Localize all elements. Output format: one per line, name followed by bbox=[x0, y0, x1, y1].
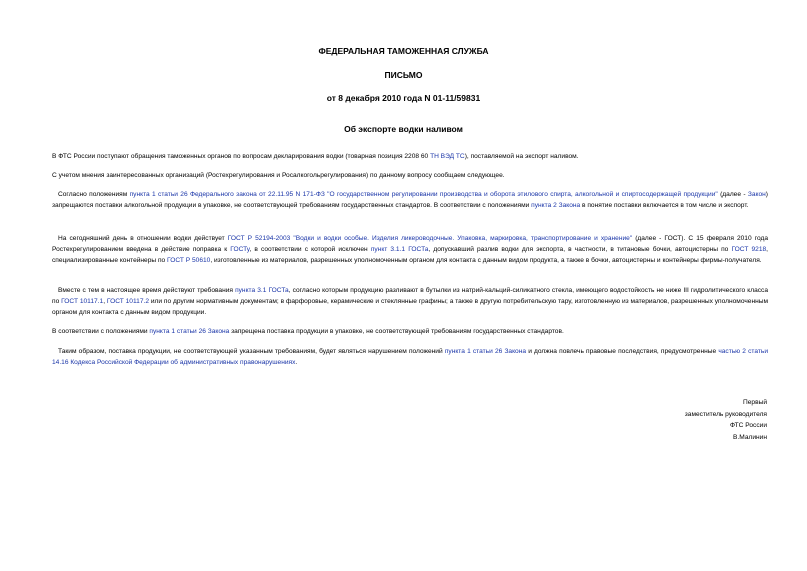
link-gost-3-1[interactable]: пункта 3.1 ГОСТа bbox=[235, 287, 289, 294]
link-gost-10117-1[interactable]: ГОСТ 10117.1 bbox=[61, 298, 104, 305]
signature-line-3: ФТС России bbox=[730, 422, 767, 429]
link-law-art26-b[interactable]: пункта 1 статьи 26 Закона bbox=[444, 348, 527, 355]
link-gost-3-1-1[interactable]: пункт 3.1.1 ГОСТа bbox=[370, 246, 429, 253]
doc-type: ПИСЬМО bbox=[384, 70, 423, 80]
paragraph-5: Вместе с тем в настоящее время действуют требования пункта 3.1 ГОСТа, согласно которым продукцию разливают в бутылки из натрий-кальций-силикатного стекла, имеющего водостойкость не ниже III гидролитического класса по ГОСТ 10117.1, ГОСТ 10117.2 или по другим нормативным документам; в фарфоровые, керамические и стеклянные графины; а также в другую потребительскую тару, изготовленную из материалов, разрешенных уполномоченным органом для контакта с данным видом продукции. bbox=[52, 287, 769, 316]
link-gost[interactable]: ГОСТу bbox=[230, 246, 250, 253]
link-gost-10117-2[interactable]: ГОСТ 10117.2 bbox=[106, 298, 149, 305]
signature-line-1: Первый bbox=[743, 399, 767, 406]
paragraph-4: На сегодняшний день в отношении водки действует ГОСТ Р 52194-2003 "Водки и водки особые. Изделия ликероводочные. Упаковка, маркировка, транспортирование и хранение" (далее - ГОСТ). С 15 февраля 2010 года Ростехрегулированием введена в действие поправка к ГОСТу, в соответствии с которой исключен пункт 3.1.1 ГОСТа, допускавший разлив водки для экспорта, в частности, в титановые бочки, автоцистерны по ГОСТ 9218, специализированные контейнеры по ГОСТ Р 50610, изготовленные из материалов, разрешенных уполномоченным органом для контакта с данным видом продукта, а также в бочки, автоцистерны и контейнеры фирмы-получателя. bbox=[52, 235, 768, 264]
link-gost-9218[interactable]: ГОСТ 9218 bbox=[731, 246, 767, 253]
doc-subject: Об экспорте водки наливом bbox=[344, 124, 463, 134]
signature-block bbox=[567, 397, 767, 443]
link-gost-52194[interactable]: ГОСТ Р 52194-2003 "Водки и водки особые. Изделия ликероводочные. Упаковка, маркировка, транспортирование и хранение" bbox=[227, 235, 633, 242]
link-law[interactable]: Закон bbox=[747, 191, 766, 198]
link-law-art26[interactable]: пункта 1 статьи 26 Закона bbox=[149, 328, 230, 335]
paragraph-3: Согласно положениям пункта 1 статьи 26 Федерального закона от 22.11.95 N 171-ФЗ "О государственном регулировании производства и оборота этилового спирта, алкогольной и спиртосодержащей продукции" (далее - Закон) запрещаются поставки алкогольной продукции в упаковке, не соответствующей требованиям государственных стандартов. В соответствии с положениями пункта 2 Закона в понятие поставки включается в том числе и экспорт. bbox=[52, 191, 768, 209]
paragraph-1: В ФТС России поступают обращения таможенных органов по вопросам декларирования водки (товарная позиция 2208 60 ТН ВЭД ТС), поставляемой на экспорт наливом. bbox=[52, 153, 579, 160]
signature-name: В.Малинин bbox=[733, 433, 767, 441]
paragraph-2: С учетом мнения заинтересованных организаций (Ростехрегулирования и Росалкогольрегулирования) по данному вопросу сообщаем следующее. bbox=[52, 172, 505, 179]
paragraph-6: В соответствии с положениями пункта 1 статьи 26 Закона запрещена поставка продукции в упаковке, не соответствующей требованиям государственных стандартов. bbox=[52, 328, 564, 335]
link-law-point2[interactable]: пункта 2 Закона bbox=[531, 202, 581, 209]
link-koap-14-16[interactable]: частью 2 статьи 14.16 Кодекса Российской Федерации об административных правонарушениях bbox=[52, 348, 768, 366]
link-gost-50610[interactable]: ГОСТ Р 50610 bbox=[167, 257, 211, 264]
paragraph-7: Таким образом, поставка продукции, не соответствующей указанным требованиям, будет являться нарушением положений пункта 1 статьи 26 Закона и должна повлечь правовые последствия, предусмотренные частью 2 статьи 14.16 Кодекса Российской Федерации об административных правонарушениях. bbox=[52, 348, 768, 366]
doc-date-number: от 8 декабря 2010 года N 01-11/59831 bbox=[326, 93, 481, 103]
signature-line-2: заместитель руководителя bbox=[684, 410, 767, 418]
link-law-171fz[interactable]: пункта 1 статьи 26 Федерального закона от 22.11.95 N 171-ФЗ "О государственном регулировании производства и оборота этилового спирта, алкогольной и спиртосодержащей продукции" bbox=[129, 191, 718, 198]
org-title: ФЕДЕРАЛЬНАЯ ТАМОЖЕННАЯ СЛУЖБА bbox=[318, 46, 489, 56]
link-tn-ved[interactable]: ТН ВЭД ТС bbox=[430, 153, 465, 160]
